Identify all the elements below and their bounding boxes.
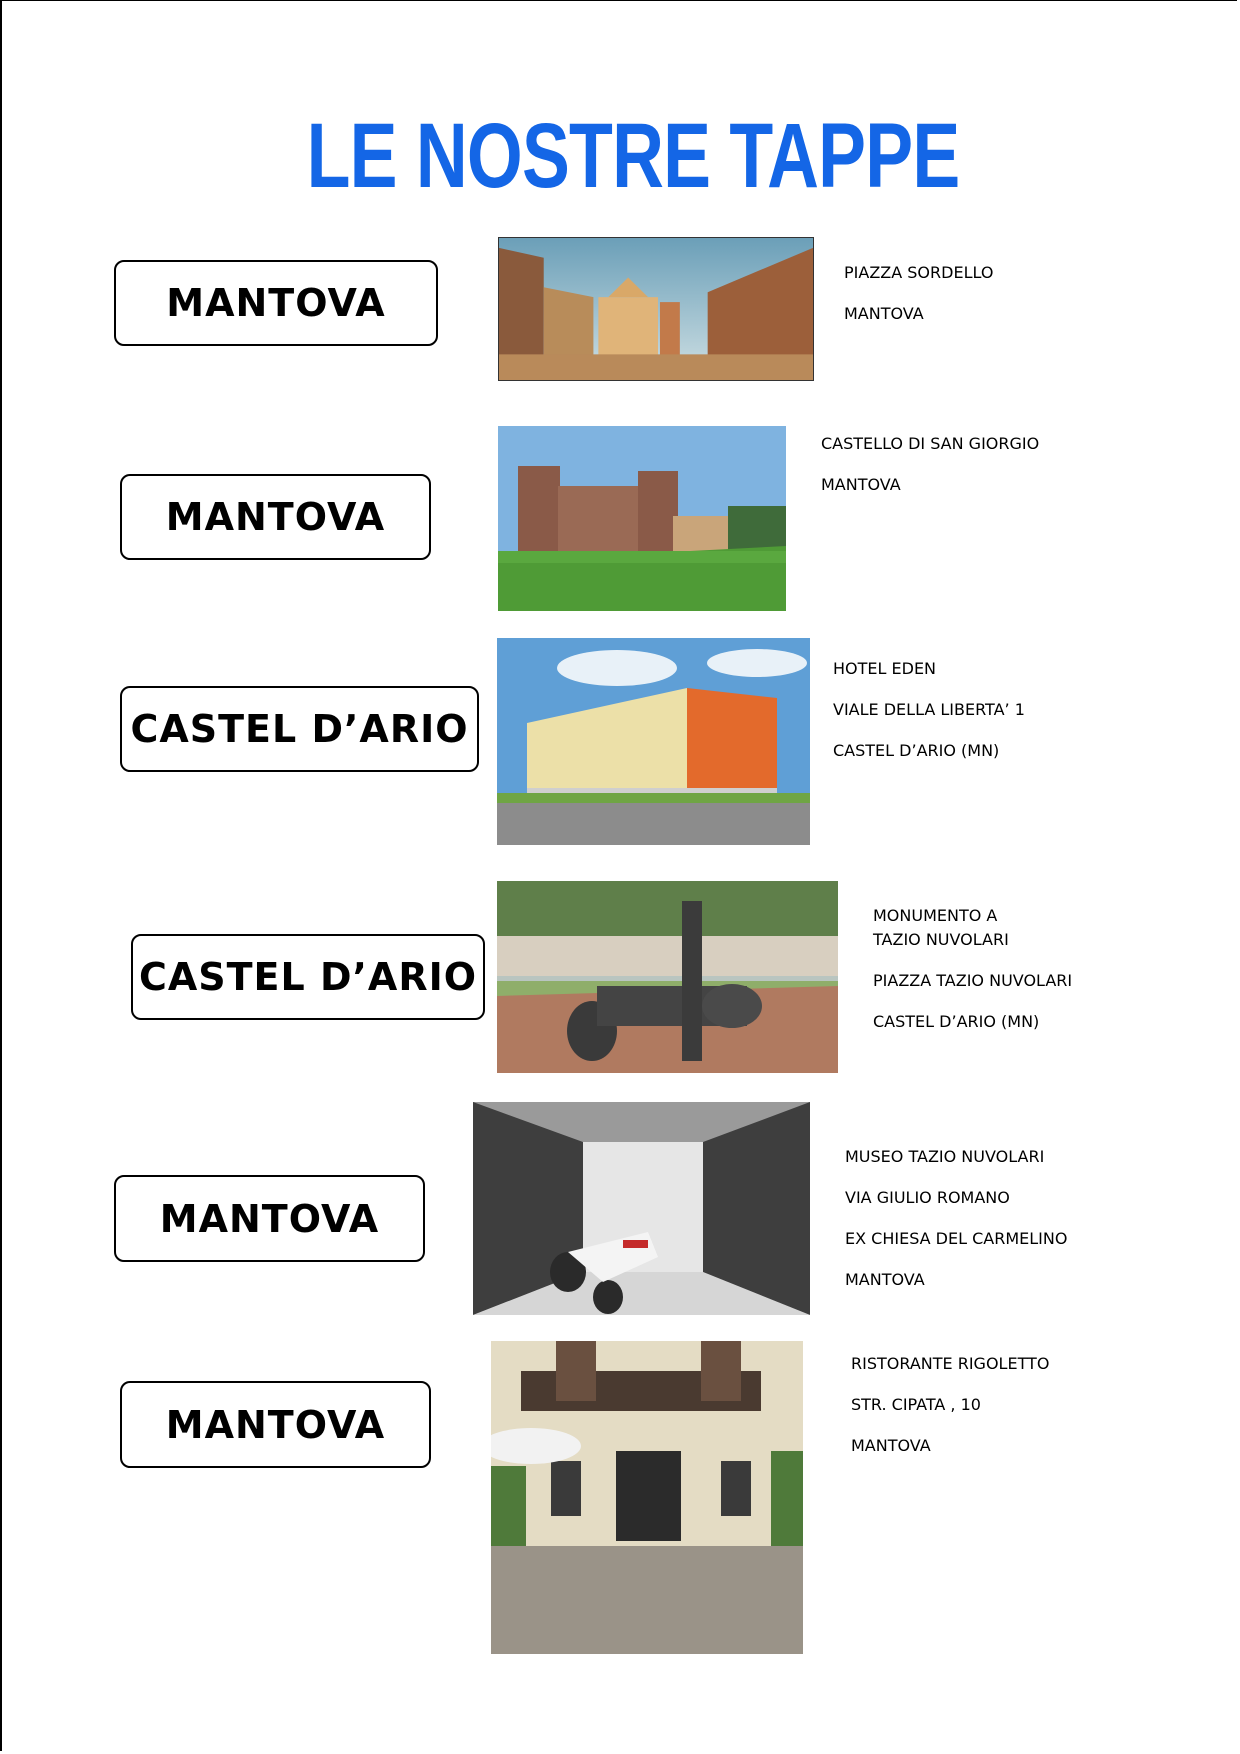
- info-line: CASTELLO DI SAN GIORGIO: [821, 434, 1040, 453]
- city-label: MANTOVA: [114, 260, 438, 346]
- hotel-eden-photo: [497, 638, 810, 845]
- info-line: MANTOVA: [851, 1436, 931, 1455]
- stop-info: [845, 1149, 1067, 1313]
- info-line: VIALE DELLA LIBERTA’ 1: [833, 700, 1025, 719]
- castello-san-giorgio-photo: [498, 426, 786, 611]
- info-line: CASTEL D’ARIO (MN): [833, 741, 1000, 760]
- piazza-sordello-photo: [498, 237, 814, 381]
- info-line: MANTOVA: [844, 304, 924, 323]
- stop-info: [873, 908, 1072, 1055]
- city-label: MANTOVA: [120, 474, 431, 560]
- stop-info: [844, 265, 993, 347]
- city-label: CASTEL D’ARIO: [120, 686, 479, 772]
- info-line: TAZIO NUVOLARI: [873, 930, 1009, 949]
- info-line: PIAZZA TAZIO NUVOLARI: [873, 971, 1073, 990]
- page-title: LE NOSTRE TAPPE: [306, 105, 960, 207]
- info-line: MANTOVA: [845, 1270, 925, 1289]
- city-label: MANTOVA: [114, 1175, 425, 1262]
- monumento-nuvolari-photo: [497, 881, 838, 1073]
- museo-nuvolari-photo: [473, 1102, 810, 1315]
- ristorante-rigoletto-photo: [491, 1341, 803, 1654]
- stop-info: [821, 436, 1039, 518]
- info-line: MUSEO TAZIO NUVOLARI: [845, 1147, 1045, 1166]
- stop-info: [833, 661, 1025, 784]
- city-label: MANTOVA: [120, 1381, 431, 1468]
- info-line: STR. CIPATA , 10: [851, 1395, 981, 1414]
- info-line: PIAZZA SORDELLO: [844, 263, 994, 282]
- info-line: RISTORANTE RIGOLETTO: [851, 1354, 1050, 1373]
- stop-info: [851, 1356, 1049, 1479]
- city-label: CASTEL D’ARIO: [131, 934, 485, 1020]
- info-line: CASTEL D’ARIO (MN): [873, 1012, 1040, 1031]
- info-line: EX CHIESA DEL CARMELINO: [845, 1229, 1068, 1248]
- info-line: MANTOVA: [821, 475, 901, 494]
- info-line: MONUMENTO A: [873, 906, 998, 925]
- info-line: VIA GIULIO ROMANO: [845, 1188, 1010, 1207]
- info-line: HOTEL EDEN: [833, 659, 937, 678]
